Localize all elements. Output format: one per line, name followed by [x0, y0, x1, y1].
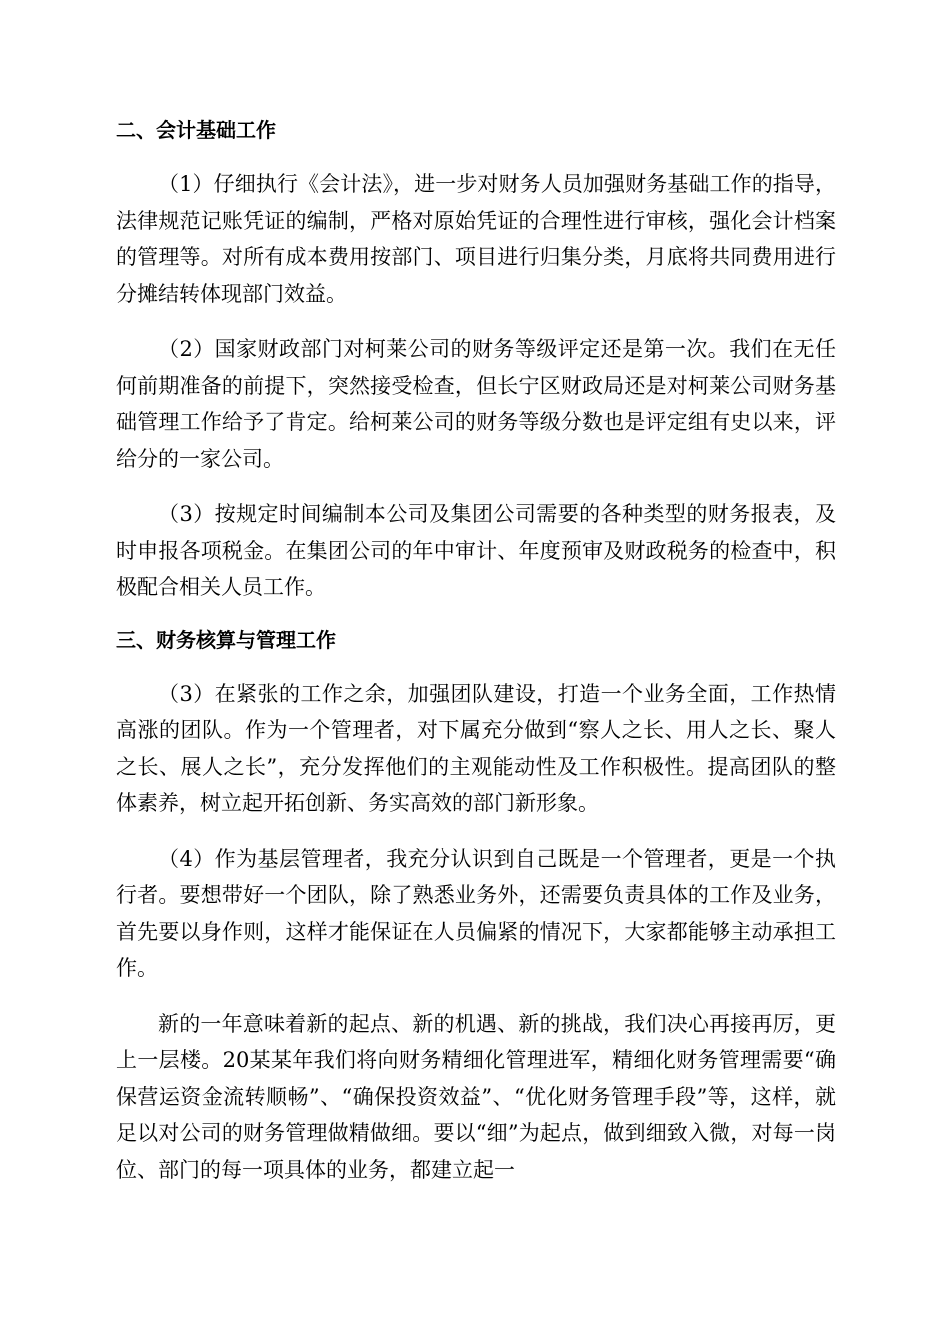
section-heading-accounting-basics: 二、会计基础工作 [116, 118, 276, 142]
paragraph-4: （3）在紧张的工作之余，加强团队建设，打造一个业务全面，工作热情高涨的团队。作为一个管理者，对下属充分做到“察人之长、用人之长、聚人之长、展人之长”，充分发挥他们的主观能动性及工作积极性。提高团队的整体素养，树立起开拓创新、务实高效的部门新形象。 [116, 681, 836, 815]
paragraph-5: （4）作为基层管理者，我充分认识到自己既是一个管理者，更是一个执行者。要想带好一个团队，除了熟悉业务外，还需要负责具体的工作及业务，首先要以身作则，这样才能保证在人员偏紧的情况下，大家都能够主动承担工作。 [116, 846, 836, 980]
document-page [116, 112, 836, 1188]
paragraph-6: 新的一年意味着新的起点、新的机遇、新的挑战，我们决心再接再厉，更上一层楼。20某某年我们将向财务精细化管理进军，精细化财务管理需要“确保营运资金流转顺畅”、“确保投资效益”、“优化财务管理手段”等，这样，就足以对公司的财务管理做精做细。要以“细”为起点，做到细致入微，对每一岗位、部门的每一项具体的业务，都建立起一 [116, 1011, 836, 1182]
section-heading-financial-accounting: 三、财务核算与管理工作 [116, 627, 336, 652]
paragraph-2: （2）国家财政部门对柯莱公司的财务等级评定还是第一次。我们在无任何前期准备的前提下，突然接受检查，但长宁区财政局还是对柯莱公司财务基础管理工作给予了肯定。给柯莱公司的财务等级分数也是评定组有史以来，评给分的一家公司。 [116, 337, 836, 471]
paragraph-1: （1）仔细执行《会计法》，进一步对财务人员加强财务基础工作的指导，法律规范记账凭证的编制，严格对原始凭证的合理性进行审核，强化会计档案的管理等。对所有成本费用按部门、项目进行归集分类，月底将共同费用进行分摊结转体现部门效益。 [116, 172, 836, 306]
paragraph-3: （3）按规定时间编制本公司及集团公司需要的各种类型的财务报表，及时申报各项税金。在集团公司的年中审计、年度预审及财政税务的检查中，积极配合相关人员工作。 [116, 502, 836, 599]
